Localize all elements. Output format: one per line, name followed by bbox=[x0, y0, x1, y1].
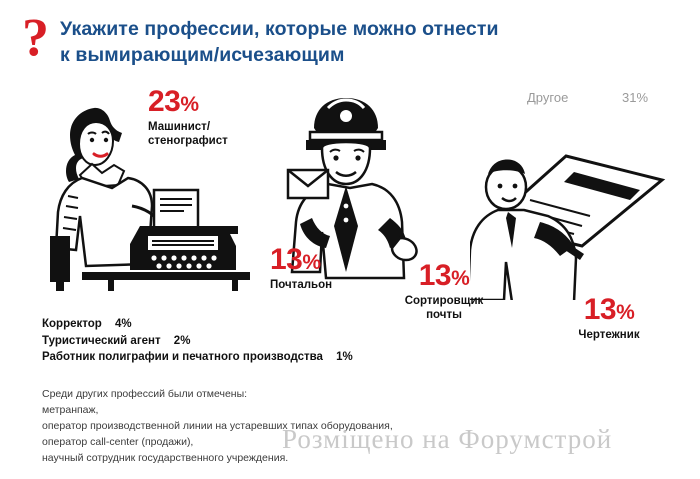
stat-typist bbox=[148, 85, 228, 148]
stat-mail-sorter bbox=[398, 259, 490, 322]
stat-typist-value: 23% bbox=[148, 85, 199, 118]
page-title-line-2: к вымирающим/исчезающим bbox=[60, 44, 345, 66]
list-item bbox=[42, 349, 462, 366]
stat-draftsman-value: 13% bbox=[583, 293, 635, 326]
stat-mail-sorter-caption: Сортировщик почты bbox=[404, 295, 484, 321]
list-item bbox=[42, 333, 462, 350]
list-item bbox=[42, 316, 462, 333]
illustration-draftsman bbox=[470, 150, 668, 300]
other-category bbox=[527, 90, 649, 105]
minor-value-1: 2% bbox=[173, 334, 191, 347]
minor-label-2: Работник полиграфии и печатного производства bbox=[42, 351, 323, 363]
question-mark-icon: ? bbox=[22, 7, 49, 67]
minor-stats-list bbox=[42, 316, 462, 366]
minor-label-0: Корректор bbox=[42, 318, 102, 330]
stat-draftsman-caption: Чертежник bbox=[578, 329, 640, 341]
page-title bbox=[60, 16, 660, 68]
minor-label-1: Туристический агент bbox=[42, 334, 161, 347]
footnote-line-4: научный сотрудник государственного учреждения. bbox=[42, 452, 289, 464]
stat-mail-sorter-value: 13% bbox=[418, 259, 470, 292]
other-label: Другое bbox=[527, 90, 569, 105]
footnote-line-0: Среди других профессий были отмечены: bbox=[42, 388, 248, 400]
footnote-line-1: метранпаж, bbox=[42, 404, 99, 416]
stat-draftsman bbox=[566, 293, 652, 343]
minor-value-0: 4% bbox=[114, 318, 132, 330]
footnote-line-2: оператор производственной линии на устаревших типах оборудования, bbox=[42, 420, 393, 432]
stat-postman-caption: Почтальон bbox=[270, 279, 333, 291]
minor-value-2: 1% bbox=[336, 351, 353, 363]
footnote-line-3: оператор call-center (продажи), bbox=[42, 436, 194, 448]
page-title-line-1: Укажите профессии, которые можно отнести bbox=[60, 18, 499, 40]
stat-typist-caption: Машинист/ стенографист bbox=[148, 121, 228, 147]
stat-postman bbox=[270, 243, 333, 293]
watermark: Розміщено на Форумстрой bbox=[282, 424, 613, 454]
stat-postman-value: 13% bbox=[270, 243, 321, 276]
other-value: 31% bbox=[622, 90, 649, 105]
